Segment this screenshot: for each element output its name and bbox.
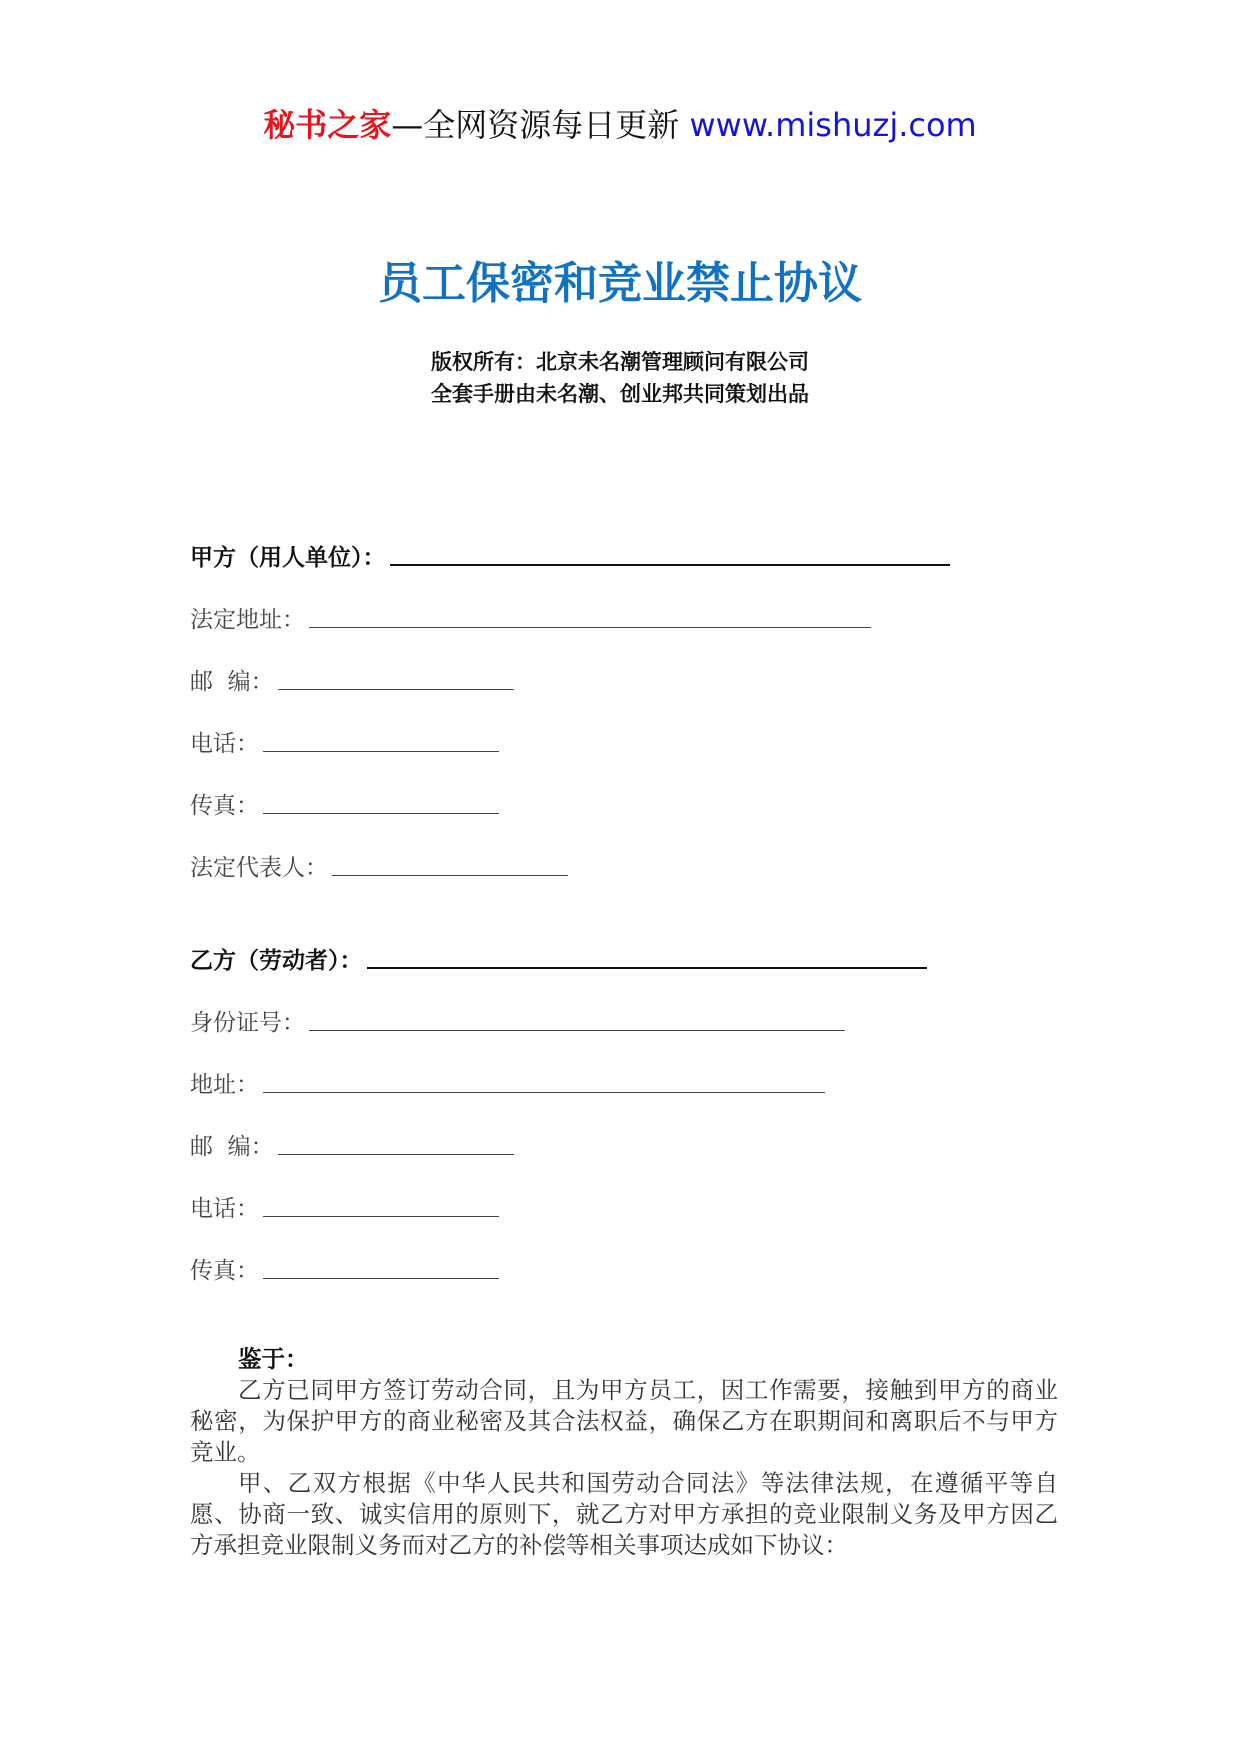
header-banner [0, 100, 1240, 150]
recital-heading: 鉴于： [238, 1345, 309, 1373]
party-b-phone-field [190, 1183, 499, 1223]
party-b-id-field [190, 997, 845, 1037]
document-title: 员工保密和竞业禁止协议 [378, 258, 862, 309]
party-b-address-field [190, 1059, 825, 1099]
party-a-field [190, 532, 950, 572]
party-a-fax-field [190, 780, 499, 820]
party-b-address-label: 地址： [190, 1072, 259, 1098]
party-a-address-blank[interactable] [309, 601, 871, 628]
party-a-label: 甲方（用人单位）： [190, 545, 386, 571]
party-b-fax-field [190, 1245, 499, 1285]
party-a-fax-label: 传真： [190, 793, 259, 819]
banner-brand: 秘书之家 [263, 106, 392, 144]
party-b-postcode-label: 邮 编： [190, 1134, 274, 1160]
banner-url[interactable]: www.mishuzj.com [689, 106, 977, 144]
party-a-representative-blank[interactable] [332, 849, 568, 876]
party-a-representative-label: 法定代表人： [190, 855, 328, 881]
party-a-address-label: 法定地址： [190, 607, 305, 633]
party-a-address-field [190, 594, 871, 634]
copyright-line-1: 版权所有：北京未名潮管理顾问有限公司 [431, 350, 809, 374]
party-b-blank[interactable] [367, 941, 927, 969]
recital-paragraph-2: 甲、乙双方根据《中华人民共和国劳动合同法》等法律法规，在遵循平等自愿、协商一致、诚实信用的原则下，就乙方对甲方承担的竞业限制义务及甲方因乙方承担竞业限制义务而对乙方的补偿等相关事项达成如下协议： [190, 1469, 1058, 1559]
party-a-phone-blank[interactable] [263, 725, 499, 752]
recital-section [190, 1344, 1058, 1561]
party-b-label: 乙方（劳动者）： [190, 948, 363, 974]
party-a-blank[interactable] [390, 538, 950, 566]
party-b-id-blank[interactable] [309, 1004, 845, 1031]
party-b-address-blank[interactable] [263, 1066, 825, 1093]
recital-paragraph-1: 乙方已同甲方签订劳动合同，且为甲方员工，因工作需要，接触到甲方的商业秘密，为保护甲方的商业秘密及其合法权益，确保乙方在职期间和离职后不与甲方竞业。 [190, 1376, 1058, 1466]
party-b-fax-blank[interactable] [263, 1252, 499, 1279]
party-b-fax-label: 传真： [190, 1258, 259, 1284]
party-b-field [190, 935, 927, 975]
party-b-phone-label: 电话： [190, 1196, 259, 1222]
party-a-phone-field [190, 718, 499, 758]
banner-slogan: —全网资源每日更新 [391, 106, 690, 144]
copyright-line-2: 全套手册由未名潮、创业邦共同策划出品 [431, 382, 809, 406]
party-b-id-label: 身份证号： [190, 1010, 305, 1036]
party-a-phone-label: 电话： [190, 731, 259, 757]
party-a-fax-blank[interactable] [263, 787, 499, 814]
party-b-postcode-field [190, 1121, 514, 1161]
party-a-postcode-field [190, 656, 514, 696]
party-a-representative-field [190, 842, 568, 882]
party-b-phone-blank[interactable] [263, 1190, 499, 1217]
party-a-postcode-label: 邮 编： [190, 669, 274, 695]
party-a-postcode-blank[interactable] [278, 663, 514, 690]
party-b-postcode-blank[interactable] [278, 1128, 514, 1155]
